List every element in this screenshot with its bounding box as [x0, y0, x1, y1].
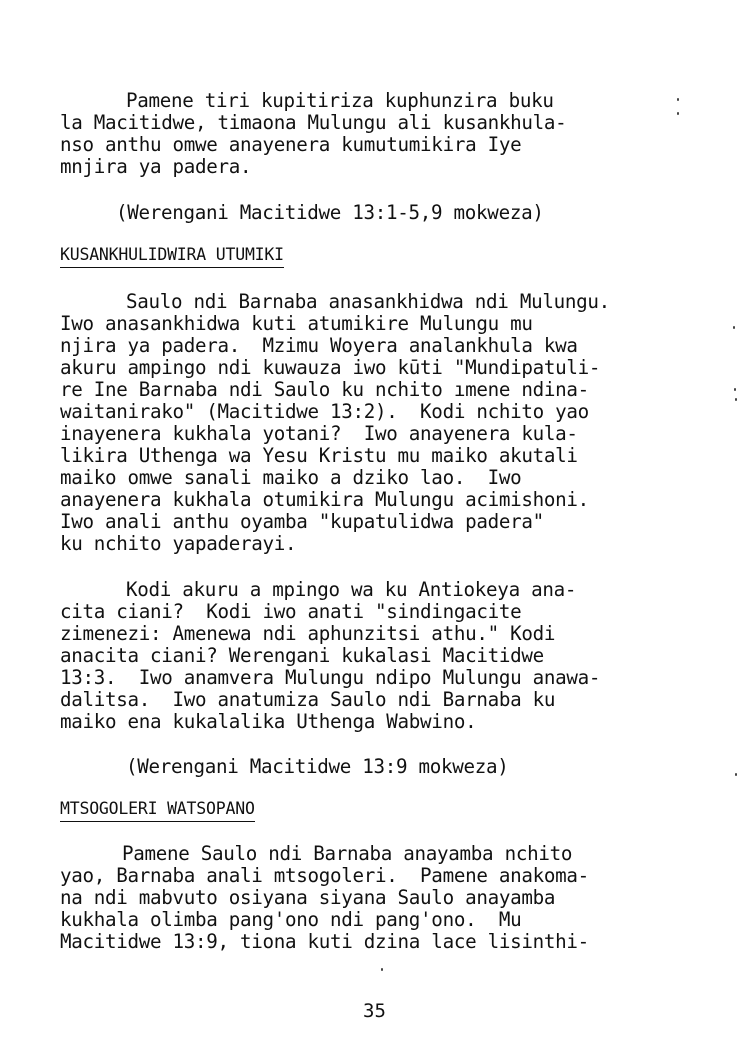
text-line: mnjira ya padera.	[60, 155, 252, 178]
text-line: likira Uthenga wa Yesu Kristu mu maiko akutali	[60, 444, 578, 467]
text-line: anayenera kukhala otumikira Mulungu acimishoni.	[60, 488, 589, 511]
text-line: nso anthu omwe anayenera kumutumikira Iye	[60, 133, 522, 156]
text-line: Pamene Saulo ndi Barnaba anayamba nchito	[122, 842, 573, 865]
section-heading: MTSOGOLERI WATSOPANO	[60, 798, 255, 822]
section-heading: KUSANKHULIDWIRA UTUMIKI	[60, 244, 284, 268]
text-line: Pamene tiri kupitiriza kuphunzira buku	[126, 89, 554, 112]
text-line: Saulo ndi Barnaba anasankhidwa ndi Mulungu.	[126, 290, 610, 313]
text-line: maiko ena kukalalika Uthenga Wabwino.	[60, 710, 477, 733]
paragraph-intro	[60, 90, 700, 178]
text-line: Kodi akuru a mpingo wa ku Antiokeya ana-	[126, 578, 577, 601]
text-line: anacita ciani? Werengani kukalasi Macitidwe	[60, 644, 544, 667]
reading-reference	[60, 756, 700, 778]
text-line: yao, Barnaba anali mtsogoleri. Pamene anakoma-	[60, 864, 589, 887]
text-line: (Werengani Macitidwe 13:1-5,9 mokweza)	[116, 201, 544, 224]
text-line: ku nchito yapaderayi.	[60, 532, 297, 555]
scan-speck	[733, 326, 735, 329]
text-line: Iwo anali anthu oyamba "kupatulidwa padera"	[60, 510, 544, 533]
text-line: maiko omwe sanali maiko a dziko lao. Iwo	[60, 466, 522, 489]
text-line: (Werengani Macitidwe 13:9 mokweza)	[126, 755, 509, 778]
scan-speck	[734, 388, 736, 391]
text-line: akuru ampingo ndi kuwauza iwo kūti "Mundipatuli-	[60, 356, 601, 379]
text-line: waitanirako" (Macitidwe 13:2). Kodi nchito yao	[60, 400, 589, 423]
paragraph-body	[60, 291, 700, 555]
scan-speck	[735, 773, 737, 776]
text-line: cita ciani? Kodi iwo anati "sindingacite	[60, 600, 522, 623]
text-line: la Macitidwe, timaona Mulungu ali kusankhula-	[60, 111, 567, 134]
text-line: Macitidwe 13:9, tiona kuti dzina lace lisinthi-	[60, 930, 589, 953]
text-line: dalitsa. Iwo anatumiza Saulo ndi Barnaba ku	[60, 688, 556, 711]
scan-speck	[677, 98, 679, 101]
text-line: 13:3. Iwo anamvera Mulungu ndipo Mulungu anawa-	[60, 666, 601, 689]
text-line: zimenezi: Amenewa ndi aphunzitsi athu." Kodi	[60, 622, 556, 645]
text-line: kukhala olimba pang'ono ndi pang'ono. Mu	[60, 908, 522, 931]
text-line: inayenera kukhala yotani? Iwo anayenera kula-	[60, 422, 578, 445]
page-number: 35	[363, 1000, 386, 1022]
paragraph-body	[60, 843, 700, 953]
reading-reference	[60, 202, 700, 224]
scan-speck	[677, 112, 679, 115]
paragraph-body	[60, 579, 700, 733]
text-line: re Ine Barnaba ndi Saulo ku nchito ımene ndina-	[60, 378, 589, 401]
scan-speck	[735, 398, 737, 401]
text-line: na ndi mabvuto osiyana siyana Saulo anayamba	[60, 886, 556, 909]
text-line: njira ya padera. Mzimu Woyera analankhula kwa	[60, 334, 578, 357]
text-line: Iwo anasankhidwa kuti atumikire Mulungu mu	[60, 312, 533, 335]
scan-speck	[381, 968, 383, 971]
